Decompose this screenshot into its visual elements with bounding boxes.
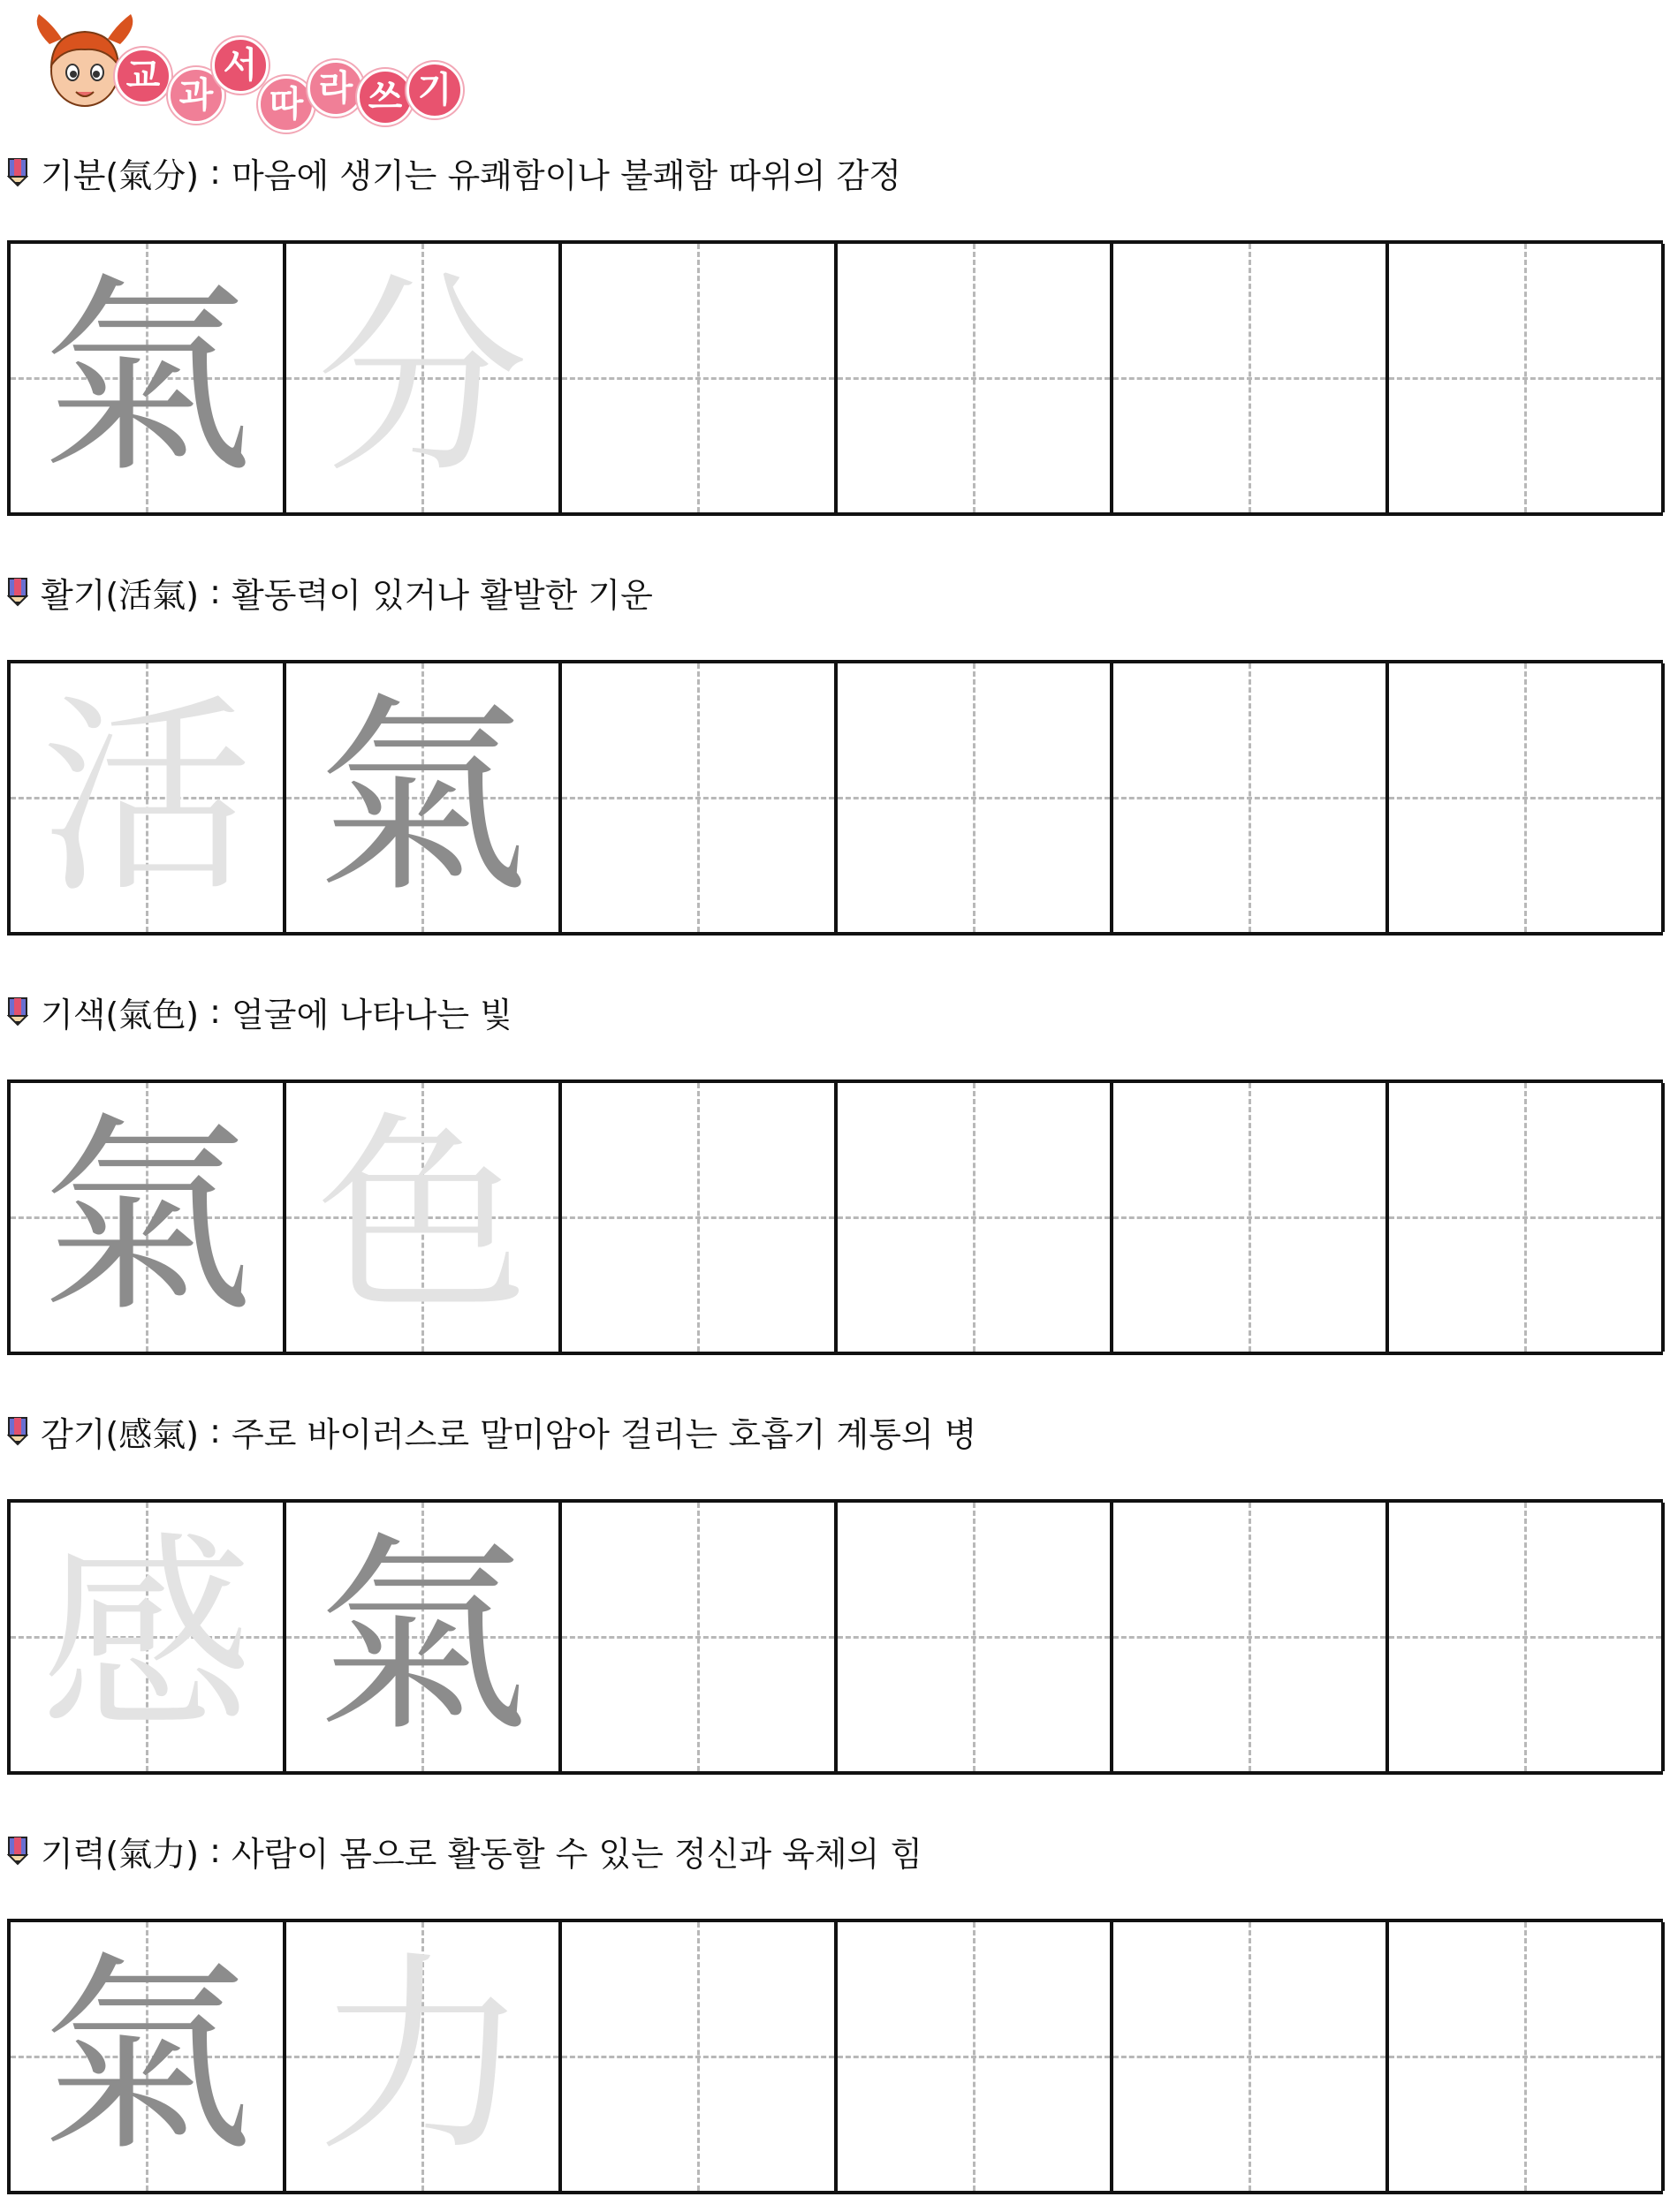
word-text: 활기 bbox=[41, 575, 106, 615]
hanja-trace-glyph: 氣 bbox=[40, 254, 253, 502]
pencil-icon bbox=[7, 577, 28, 607]
practice-cell[interactable] bbox=[838, 1922, 1113, 2191]
hanja-trace-glyph: 氣 bbox=[40, 1094, 253, 1341]
trace-cell bbox=[11, 244, 286, 512]
word-heading bbox=[7, 150, 901, 194]
practice-cell[interactable] bbox=[1113, 1503, 1389, 1771]
pencil-icon bbox=[7, 1836, 28, 1866]
practice-cell[interactable] bbox=[1113, 244, 1389, 512]
hanja-trace-glyph: 感 bbox=[40, 1513, 253, 1761]
hanja-trace-glyph: 氣 bbox=[315, 674, 528, 921]
practice-cell[interactable] bbox=[838, 1083, 1113, 1352]
writing-grid bbox=[7, 660, 1663, 936]
logo-letter: 따 bbox=[258, 76, 315, 133]
trace-cell bbox=[286, 244, 562, 512]
logo-letter: 과 bbox=[168, 67, 224, 124]
practice-cell[interactable] bbox=[1389, 244, 1665, 512]
practice-cell[interactable] bbox=[1113, 1083, 1389, 1352]
word-text: 감기 bbox=[41, 1414, 106, 1454]
practice-cell[interactable] bbox=[838, 244, 1113, 512]
practice-cell[interactable] bbox=[1113, 1922, 1389, 2191]
logo-letter: 쓰 bbox=[357, 69, 414, 125]
hanja-trace-glyph: 力 bbox=[315, 1933, 528, 2180]
logo-letter: 서 bbox=[212, 37, 269, 94]
practice-cell[interactable] bbox=[1389, 1922, 1665, 2191]
practice-cell[interactable] bbox=[562, 663, 838, 932]
word-hanja: (氣分) bbox=[105, 155, 200, 195]
trace-cell bbox=[11, 1503, 286, 1771]
word-heading bbox=[7, 1829, 922, 1873]
word-meaning: 얼굴에 나타나는 빛 bbox=[232, 995, 512, 1034]
practice-cell[interactable] bbox=[1389, 663, 1665, 932]
trace-cell bbox=[11, 663, 286, 932]
practice-cell[interactable] bbox=[1113, 663, 1389, 932]
trace-cell bbox=[286, 1922, 562, 2191]
hanja-trace-glyph: 氣 bbox=[40, 1933, 253, 2180]
practice-cell[interactable] bbox=[562, 1083, 838, 1352]
writing-grid bbox=[7, 1919, 1663, 2194]
trace-cell bbox=[286, 1083, 562, 1352]
word-heading bbox=[7, 989, 512, 1034]
hanja-trace-glyph: 色 bbox=[315, 1094, 528, 1341]
word-separator: : bbox=[199, 153, 232, 192]
trace-cell bbox=[11, 1922, 286, 2191]
logo-letter: 기 bbox=[406, 62, 463, 118]
hanja-trace-glyph: 氣 bbox=[315, 1513, 528, 1761]
logo-letter: 교 bbox=[115, 48, 171, 104]
word-meaning: 주로 바이러스로 말미암아 걸리는 호흡기 계통의 병 bbox=[232, 1414, 977, 1454]
word-text: 기색 bbox=[41, 995, 106, 1034]
pencil-icon bbox=[7, 1416, 28, 1446]
word-heading bbox=[7, 570, 653, 614]
hanja-trace-glyph: 活 bbox=[40, 674, 253, 921]
trace-cell bbox=[286, 1503, 562, 1771]
word-hanja: (氣色) bbox=[105, 995, 200, 1034]
writing-grid bbox=[7, 240, 1663, 516]
word-separator: : bbox=[199, 1412, 232, 1451]
pencil-icon bbox=[7, 157, 28, 187]
practice-cell[interactable] bbox=[562, 244, 838, 512]
practice-cell[interactable] bbox=[838, 1503, 1113, 1771]
trace-cell bbox=[11, 1083, 286, 1352]
practice-cell[interactable] bbox=[562, 1922, 838, 2191]
word-meaning: 사람이 몸으로 활동할 수 있는 정신과 육체의 힘 bbox=[232, 1834, 923, 1874]
word-hanja: (活氣) bbox=[105, 575, 200, 615]
word-hanja: (氣力) bbox=[105, 1834, 200, 1874]
word-text: 기분 bbox=[41, 155, 106, 195]
word-hanja: (感氣) bbox=[105, 1414, 200, 1454]
trace-cell bbox=[286, 663, 562, 932]
word-separator: : bbox=[199, 572, 232, 611]
word-meaning: 활동력이 있거나 활발한 기운 bbox=[232, 575, 653, 615]
practice-cell[interactable] bbox=[1389, 1503, 1665, 1771]
word-heading bbox=[7, 1409, 976, 1453]
writing-grid bbox=[7, 1499, 1663, 1775]
practice-cell[interactable] bbox=[1389, 1083, 1665, 1352]
logo-letter: 라 bbox=[307, 60, 364, 117]
logo bbox=[27, 5, 486, 129]
practice-cell[interactable] bbox=[562, 1503, 838, 1771]
practice-cell[interactable] bbox=[838, 663, 1113, 932]
word-separator: : bbox=[199, 992, 232, 1031]
word-text: 기력 bbox=[41, 1834, 106, 1874]
pencil-icon bbox=[7, 996, 28, 1026]
hanja-trace-glyph: 分 bbox=[315, 254, 528, 502]
writing-grid bbox=[7, 1079, 1663, 1355]
word-separator: : bbox=[199, 1831, 232, 1870]
word-meaning: 마음에 생기는 유쾌함이나 불쾌함 따위의 감정 bbox=[232, 155, 901, 195]
